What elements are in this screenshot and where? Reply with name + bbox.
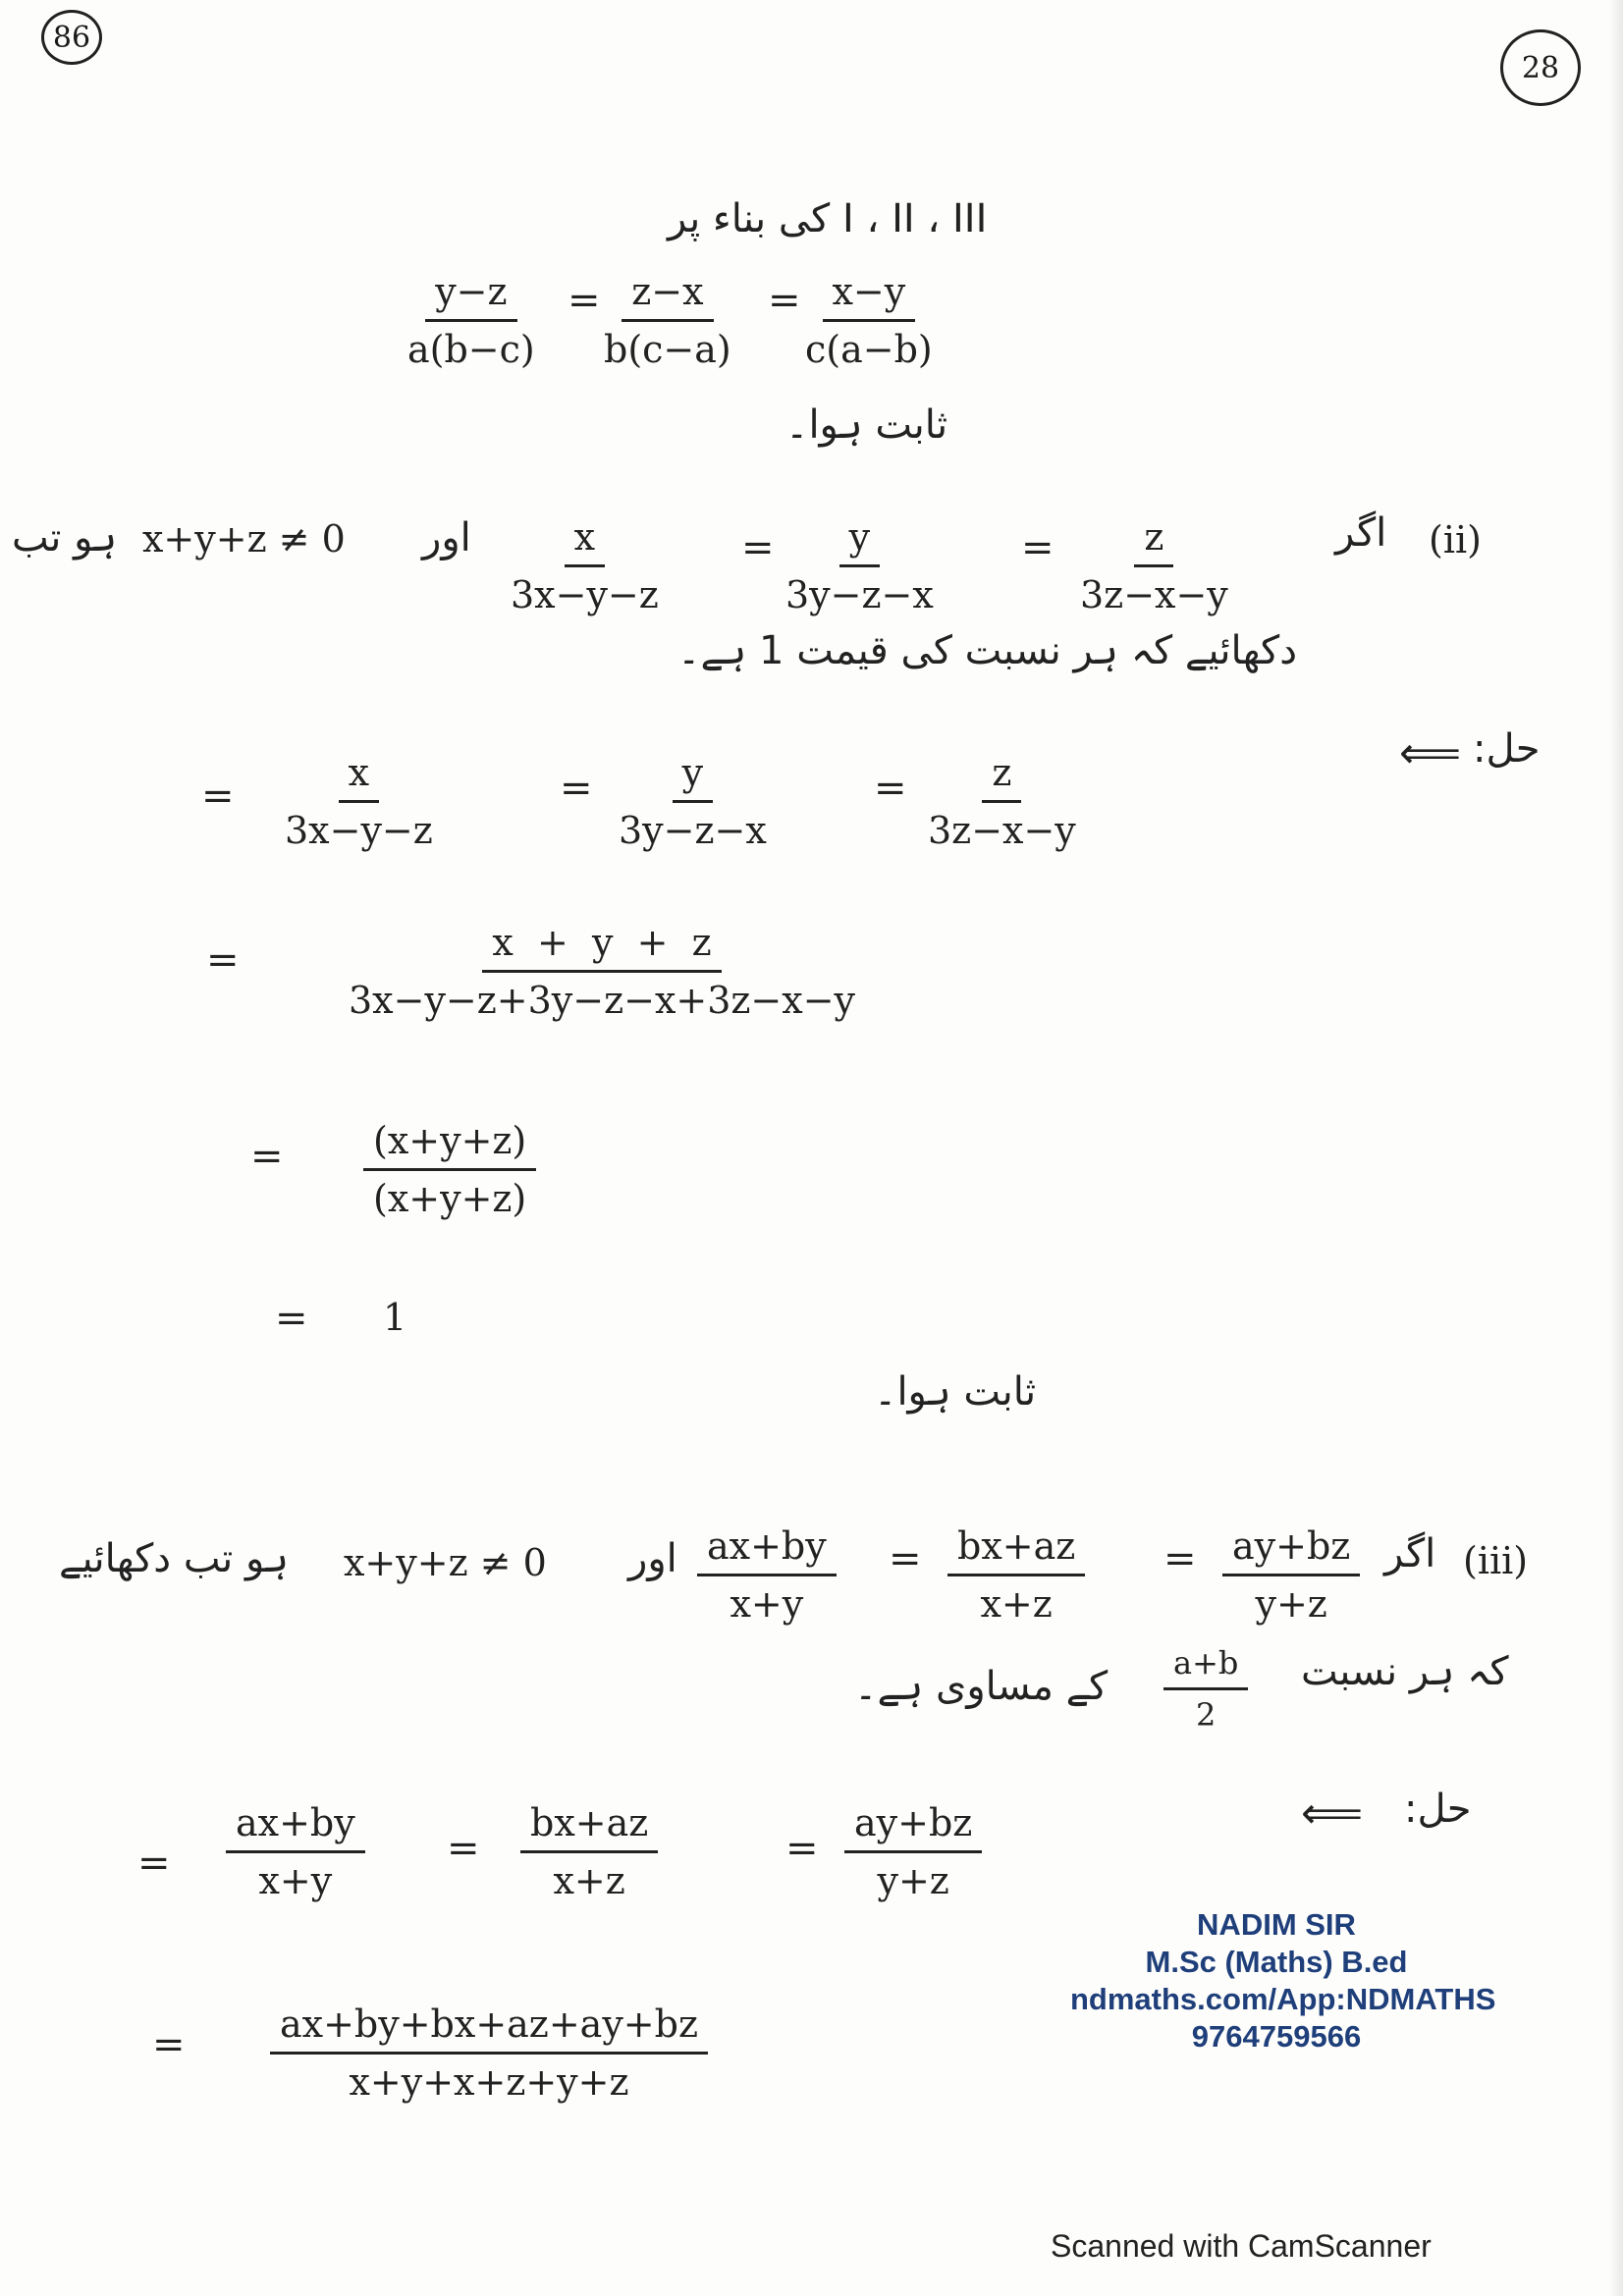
frac-den: 3x−y−z (285, 809, 433, 852)
frac-num: bx+az (947, 1524, 1085, 1576)
section-iii-condition: x+y+z ≠ 0 (344, 1541, 547, 1584)
section-ii-step1-frac-1 (275, 751, 443, 852)
watermark-degree: M.Sc (Maths) B.ed (1145, 1945, 1408, 1979)
frac-den: y+z (1255, 1582, 1327, 1626)
section-iii-label: (iii) (1463, 1539, 1529, 1582)
page-number-right (1500, 29, 1581, 106)
frac-den: 3z−x−y (1080, 573, 1228, 616)
frac-den: x+y (730, 1582, 804, 1626)
section-iii-ratio-pre: کہ ہر نسبت (1301, 1649, 1509, 1694)
section-ii-step2-frac (339, 921, 865, 1022)
section-iii-and: اور (628, 1536, 677, 1581)
solution-arrow-icon: ⟸ (1399, 728, 1462, 778)
section-iii-if: اگر (1384, 1531, 1436, 1576)
section-iii-step1-frac-2 (520, 1801, 658, 1902)
frac-den: y+z (877, 1859, 949, 1902)
frac-den: x+z (980, 1582, 1053, 1626)
frac-den: b(c−a) (604, 328, 731, 371)
equals-sign: = (568, 278, 601, 323)
frac-num: ax+by (697, 1524, 837, 1576)
page-number-left-text: 86 (52, 20, 91, 55)
frac-num: bx+az (520, 1801, 658, 1853)
equals-sign: = (1021, 525, 1055, 570)
equals-sign: = (206, 937, 240, 983)
section-iii-ratio-post: کے مساوی ہے۔ (854, 1664, 1109, 1709)
section-iii-step1-frac-1 (226, 1801, 365, 1902)
page-number-right-text: 28 (1521, 50, 1560, 85)
equals-sign: = (889, 1536, 922, 1581)
equals-sign: = (250, 1134, 284, 1179)
equals-sign: = (741, 525, 775, 570)
equals-sign: = (275, 1296, 308, 1341)
frac-num: ax+by+bx+az+ay+bz (270, 2002, 708, 2055)
frac-den: x+y+x+z+y+z (349, 2060, 629, 2104)
frac-den: c(a−b) (805, 328, 933, 371)
page-number-left (41, 10, 102, 65)
section-iii-step1-frac-3 (844, 1801, 982, 1902)
equals-sign: = (447, 1826, 480, 1871)
frac-num: ay+bz (844, 1801, 982, 1853)
section-ii-proved: ثابت ہوا۔ (874, 1369, 1037, 1415)
frac-num: y (673, 751, 713, 803)
frac-den: x+z (553, 1859, 625, 1902)
watermark-phone: 9764759566 (1191, 2019, 1362, 2054)
equals-sign: = (1163, 1536, 1197, 1581)
section-i-frac-2 (594, 270, 741, 371)
frac-num: y (839, 515, 880, 567)
frac-den: 2 (1196, 1696, 1217, 1734)
section-ii-then: ہو تب (12, 515, 118, 561)
section-i-heading: I ، II ، III کی بناء پر (668, 196, 988, 241)
section-iii-ratio-frac (1163, 1644, 1248, 1734)
section-iii-then: ہو تب دکھائیے (59, 1536, 290, 1581)
frac-den: 3x−y−z+3y−z−x+3z−x−y (349, 979, 856, 1022)
frac-num: x (565, 515, 605, 567)
section-iii-q-frac-3 (1222, 1524, 1360, 1626)
section-ii-if: اگر (1335, 510, 1387, 556)
equals-sign: = (137, 1841, 171, 1886)
section-iii-solution-label: حل: (1404, 1787, 1472, 1832)
section-ii-condition: x+y+z ≠ 0 (142, 517, 346, 561)
watermark (1070, 1906, 1496, 2056)
section-ii-solution-label: حل: (1473, 726, 1541, 772)
section-ii-label: (ii) (1429, 518, 1482, 561)
frac-num: (x+y+z) (363, 1119, 536, 1171)
frac-num: ax+by (226, 1801, 365, 1853)
frac-num: x + y + z (482, 921, 721, 973)
equals-sign: = (785, 1826, 819, 1871)
section-ii-step1-frac-3 (918, 751, 1086, 852)
frac-den: 3y−z−x (785, 573, 934, 616)
solution-arrow-icon: ⟸ (1301, 1789, 1364, 1839)
section-ii-q-frac-1 (501, 515, 669, 616)
watermark-name: NADIM SIR (1197, 1907, 1356, 1942)
frac-den: 3z−x−y (928, 809, 1076, 852)
frac-num: z (1134, 515, 1173, 567)
frac-num: z−x (622, 270, 713, 322)
frac-num: z (982, 751, 1021, 803)
equals-sign: = (201, 774, 235, 819)
frac-num: x−y (823, 270, 916, 322)
frac-num: a+b (1163, 1644, 1248, 1690)
section-i-proved: ثابت ہوا۔ (785, 402, 948, 448)
section-ii-q-frac-2 (776, 515, 944, 616)
section-ii-step1-frac-2 (609, 751, 777, 852)
scanner-footer: Scanned with CamScanner (1051, 2228, 1432, 2264)
equals-sign: = (874, 766, 907, 811)
section-ii-q-frac-3 (1070, 515, 1238, 616)
section-ii-step4-value: 1 (383, 1296, 407, 1339)
section-iii-step2-frac (270, 2002, 708, 2104)
watermark-website: ndmaths.com/App:NDMATHS (1070, 1982, 1496, 2016)
section-i-frac-3 (795, 270, 943, 371)
frac-den: 3x−y−z (511, 573, 659, 616)
equals-sign: = (152, 2022, 186, 2067)
frac-den: a(b−c) (407, 328, 535, 371)
section-ii-step3-frac (363, 1119, 536, 1220)
section-i-frac-1 (398, 270, 545, 371)
equals-sign: = (768, 278, 801, 323)
frac-num: ay+bz (1222, 1524, 1360, 1576)
section-iii-q-frac-2 (947, 1524, 1085, 1626)
frac-den: x+y (258, 1859, 333, 1902)
frac-num: x (339, 751, 379, 803)
section-ii-show: دکھائیے کہ ہر نسبت کی قیمت 1 ہے۔ (677, 628, 1298, 673)
frac-den: 3y−z−x (619, 809, 767, 852)
section-ii-and: اور (422, 515, 471, 561)
frac-den: (x+y+z) (373, 1177, 527, 1220)
section-iii-q-frac-1 (697, 1524, 837, 1626)
equals-sign: = (560, 766, 593, 811)
page-edge (1609, 0, 1623, 2296)
frac-num: y−z (425, 270, 516, 322)
